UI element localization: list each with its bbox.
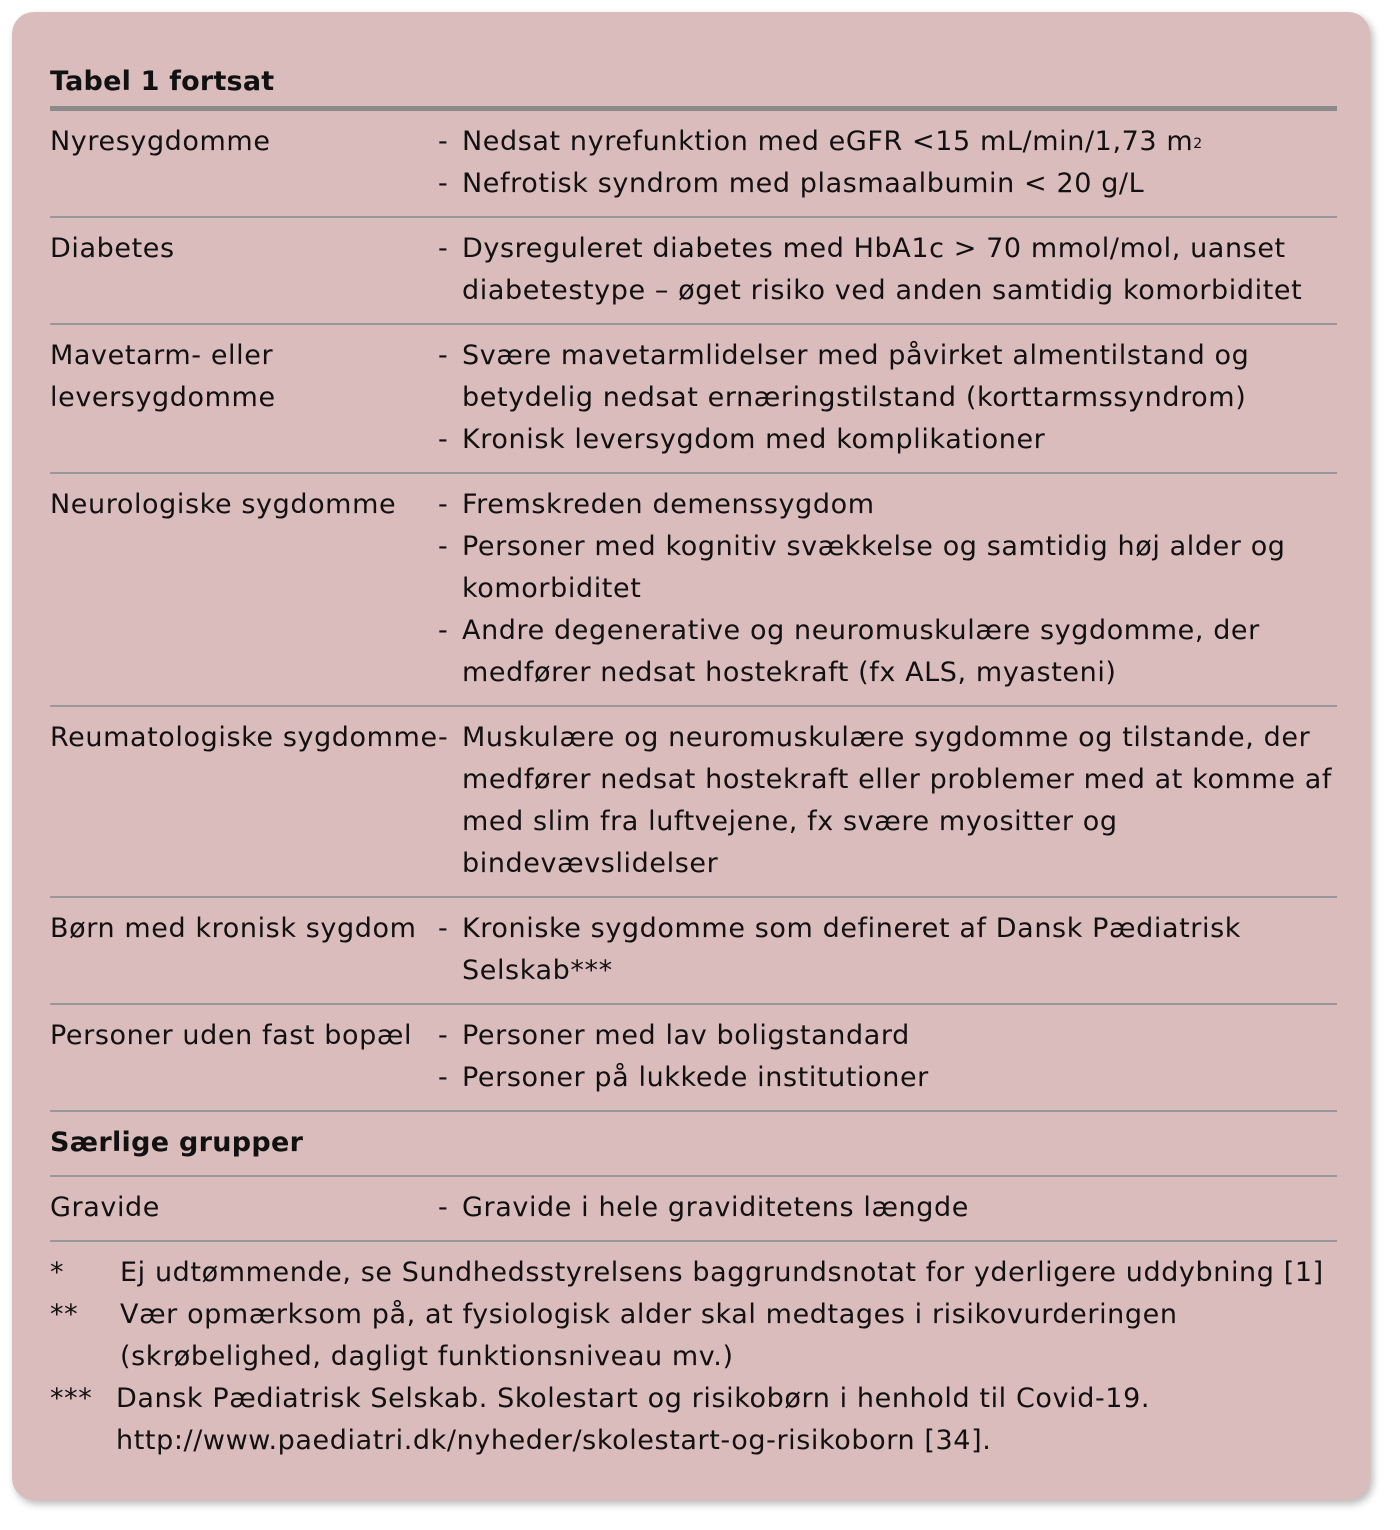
row-items [438, 717, 1337, 885]
list-item [438, 419, 1337, 461]
item-text: Dysreguleret diabetes med HbA1c > 70 mmol/mol, uanset diabetestype – øget risiko ved anden samtidig komorbiditet [462, 233, 1303, 306]
table-row [50, 111, 1337, 218]
list-item [438, 1015, 1337, 1057]
bullet-dash: - [438, 126, 449, 157]
item-text: Muskulære og neuromuskulære sygdomme og tilstande, der medfører nedsat hostekraft eller problemer med at komme af med slim fra luftvejene, fx svære myositter og bindevævslidelser [462, 722, 1333, 879]
list-item [438, 908, 1337, 992]
footnote-mark: ** [50, 1299, 79, 1330]
table-row [50, 707, 1337, 898]
section-body [50, 1177, 1337, 1242]
bullet-dash: - [438, 340, 449, 371]
row-items [438, 1187, 1337, 1229]
table-row [50, 474, 1337, 707]
item-text: Gravide i hele graviditetens længde [462, 1192, 969, 1223]
bullet-dash: - [438, 233, 449, 264]
list-item [438, 717, 1337, 885]
bullet-dash: - [438, 424, 449, 455]
list-item [438, 1057, 1337, 1099]
bullet-dash: - [438, 615, 449, 646]
item-text: Nefrotisk syndrom med plasmaalbumin < 20 g/L [462, 168, 1145, 199]
row-label: Mavetarm- eller leversygdomme [50, 340, 276, 413]
footnote [50, 1294, 1337, 1378]
section-title: Særlige grupper [50, 1127, 304, 1158]
row-label: Nyresygdomme [50, 126, 271, 157]
bullet-dash: - [438, 722, 449, 753]
footnote [50, 1252, 1337, 1294]
row-items [438, 121, 1337, 205]
table-container [50, 62, 1337, 1462]
bullet-dash: - [438, 1020, 449, 1051]
list-item [438, 335, 1337, 419]
list-item [438, 526, 1337, 610]
item-text: Personer på lukkede institutioner [462, 1062, 929, 1093]
row-label: Diabetes [50, 233, 175, 264]
bullet-dash: - [438, 1062, 449, 1093]
footnote-mark: * [50, 1257, 65, 1288]
list-item [438, 1187, 1337, 1229]
item-text: Nedsat nyrefunktion med eGFR <15 mL/min/1,73 $m^2$ [462, 126, 1203, 157]
bullet-dash: - [438, 913, 449, 944]
row-items [438, 228, 1337, 312]
item-text: Kroniske sygdomme som defineret af Dansk Pædiatrisk Selskab*** [462, 913, 1241, 986]
section-header-row [50, 1112, 1337, 1177]
row-items [438, 335, 1337, 461]
table-row [50, 1005, 1337, 1112]
table-row [50, 325, 1337, 474]
item-text: Andre degenerative og neuromuskulære sygdomme, der medfører nedsat hostekraft (fx ALS, myasteni) [462, 615, 1260, 688]
row-label: Personer uden fast bopæl [50, 1020, 413, 1051]
list-item [438, 484, 1337, 526]
table-row [50, 1177, 1337, 1242]
row-items [438, 1015, 1337, 1099]
list-item [438, 121, 1337, 163]
footnotes [50, 1242, 1337, 1462]
item-text: Fremskreden demenssygdom [462, 489, 875, 520]
row-items [438, 908, 1337, 992]
row-label: Neurologiske sygdomme [50, 489, 397, 520]
list-item [438, 610, 1337, 694]
superscript: 2 [1193, 136, 1203, 152]
row-label: Børn med kronisk sygdom [50, 913, 417, 944]
list-item [438, 163, 1337, 205]
list-item [438, 228, 1337, 312]
item-text: Svære mavetarmlidelser med påvirket almentilstand og betydelig nedsat ernæringstilstand (korttarmssyndrom) [462, 340, 1250, 413]
table-card [12, 12, 1370, 1500]
row-label: Reumatologiske sygdomme [50, 722, 438, 753]
footnote-text: Dansk Pædiatrisk Selskab. Skolestart og risikobørn i henhold til Covid-19. http://www.paediatri.dk/nyheder/skolestart-og-risikoborn [34]. [116, 1383, 1151, 1456]
item-text: Personer med kognitiv svækkelse og samtidig høj alder og komorbiditet [462, 531, 1286, 604]
item-text: Kronisk leversygdom med komplikationer [462, 424, 1046, 455]
bullet-dash: - [438, 1192, 449, 1223]
row-label: Gravide [50, 1192, 160, 1223]
table-row [50, 218, 1337, 325]
footnote [50, 1378, 1337, 1462]
item-text: Personer med lav boligstandard [462, 1020, 910, 1051]
bullet-dash: - [438, 168, 449, 199]
bullet-dash: - [438, 531, 449, 562]
table-body [50, 111, 1337, 1112]
table-title: Tabel 1 fortsat [50, 66, 275, 97]
footnote-mark: *** [50, 1383, 93, 1414]
footnote-text: Ej udtømmende, se Sundhedsstyrelsens baggrundsnotat for yderligere uddybning [1] [120, 1257, 1324, 1288]
footnote-text: Vær opmærksom på, at fysiologisk alder skal medtages i risikovurderingen (skrøbelighed, dagligt funktionsniveau mv.) [120, 1299, 1178, 1372]
bullet-dash: - [438, 489, 449, 520]
table-row [50, 898, 1337, 1005]
row-items [438, 484, 1337, 694]
